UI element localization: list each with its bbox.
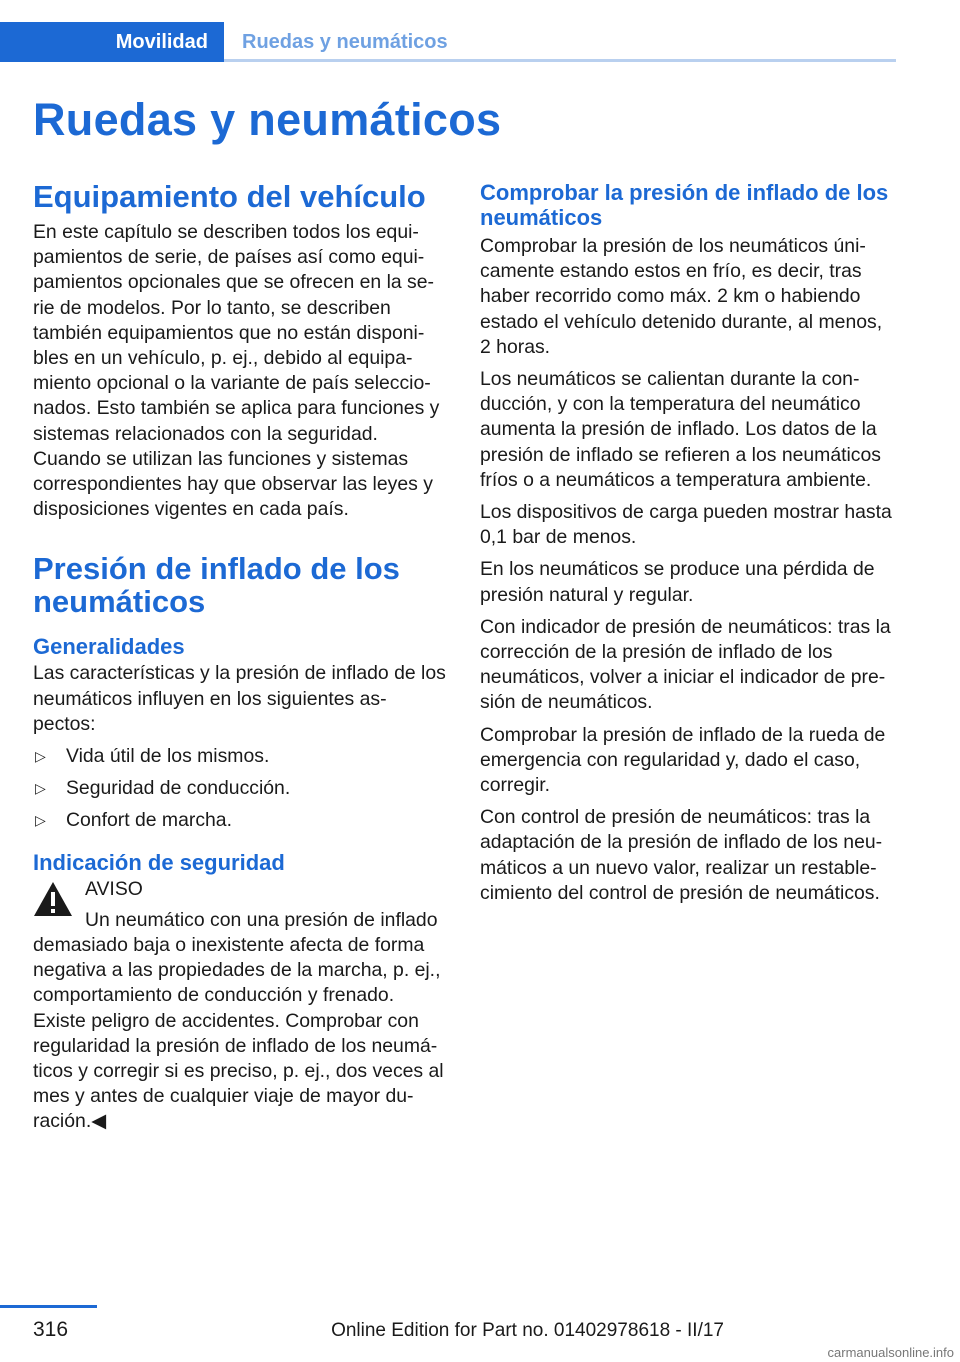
tab-ruedas-neumaticos[interactable]: Ruedas y neumáticos <box>242 30 448 53</box>
paragraph: Con indicador de presión de neumáticos: tras la corrección de la presión de inflado de los neumáticos, volver a iniciar el indicador de pre- sión de neumáticos. <box>480 615 891 714</box>
paragraph: Los neumáticos se calientan durante la con- ducción, y con la temperatura del neumático aumenta la presión de inflado. Los datos de la presión de inflado se refieren a los neumáticos fríos o a neumáticos a temperatura ambiente. <box>480 368 881 491</box>
watermark: carmanualsonline.info <box>827 1345 954 1360</box>
header-rule <box>224 59 896 62</box>
edition-text: Online Edition for Part no. 01402978618 - II/17 <box>331 1320 724 1341</box>
warning-icon <box>33 881 73 917</box>
subsection-title-seguridad: Indicación de seguridad <box>33 849 285 875</box>
left-column <box>33 180 447 1135</box>
warning-text: Un neumático con una presión de inflado demasiado baja o inexistente afecta de forma negativa a las propiedades de la marcha, p. ej., comportamiento de conducción y frenado. Existe peligro de accidentes. Comprobar con regularidad la presión de inflado de los neumá- ticos y corregir si es preciso, p. ej., dos veces al mes y antes de cualquier viaje de mayor du- ración.◀ <box>33 908 444 1133</box>
warning-block <box>33 877 447 1135</box>
page-number: 316 <box>33 1318 69 1341</box>
page-title: Ruedas y neumáticos <box>33 94 502 145</box>
equipamiento-text: En este capítulo se describen todos los equi- pamientos de serie, de países así como equi- pamientos opcionales que se ofrecen en la se- rie de modelos. Por lo tanto, se describen también equipamientos que no están disponi- bles en un vehículo, p. ej., debido al equipa- miento opcional o la variante de país seleccio- nados. Esto también se aplica para funciones y sistemas relacionados con la seguridad. Cuando se utilizan las funciones y sistemas correspondientes hay que observar las leyes y disposiciones vigentes en cada país. <box>33 221 440 521</box>
tab-movilidad[interactable]: Movilidad <box>0 22 224 62</box>
footer-rule <box>0 1305 97 1308</box>
section-title-equipamiento: Equipamiento del vehículo <box>33 179 426 214</box>
paragraph: Comprobar la presión de los neumáticos úni- camente estando estos en frío, es decir, tras haber recorrido como máx. 2 km o habiendo estado el vehículo detenido durante, al menos, 2 horas. <box>480 235 883 358</box>
warning-label: AVISO <box>85 877 143 900</box>
header-bar <box>0 22 896 62</box>
list-item: ▷ Confort de marcha. <box>33 808 447 833</box>
aspects-list <box>33 744 447 834</box>
paragraph: Los dispositivos de carga pueden mostrar hasta 0,1 bar de menos. <box>480 501 892 549</box>
section-title-presion: Presión de inflado de los neumáticos <box>33 551 400 620</box>
subsection-title-comprobar: Comprobar la presión de inflado de los neumáticos <box>480 180 889 230</box>
paragraph: Con control de presión de neumáticos: tras la adaptación de la presión de inflado de los neu- máticos a un nuevo valor, realizar un restable- cimiento del control de presión de neumáticos. <box>480 806 883 904</box>
paragraph: Comprobar la presión de inflado de la rueda de emergencia con regularidad y, dado el caso, corregir. <box>480 723 886 797</box>
list-item: ▷ Seguridad de conducción. <box>33 776 447 801</box>
subsection-title-generalidades: Generalidades <box>33 634 185 660</box>
paragraph: En los neumáticos se produce una pérdida de presión natural y regular. <box>480 558 875 606</box>
list-item: ▷ Vida útil de los mismos. <box>33 744 447 769</box>
generalidades-text: Las características y la presión de inflado de los neumáticos influyen en los siguientes as- pectos: <box>33 662 446 735</box>
triangle-bullet-icon: ▷ <box>35 780 46 797</box>
right-column <box>480 180 894 913</box>
triangle-bullet-icon: ▷ <box>35 812 46 829</box>
triangle-bullet-icon: ▷ <box>35 748 46 765</box>
